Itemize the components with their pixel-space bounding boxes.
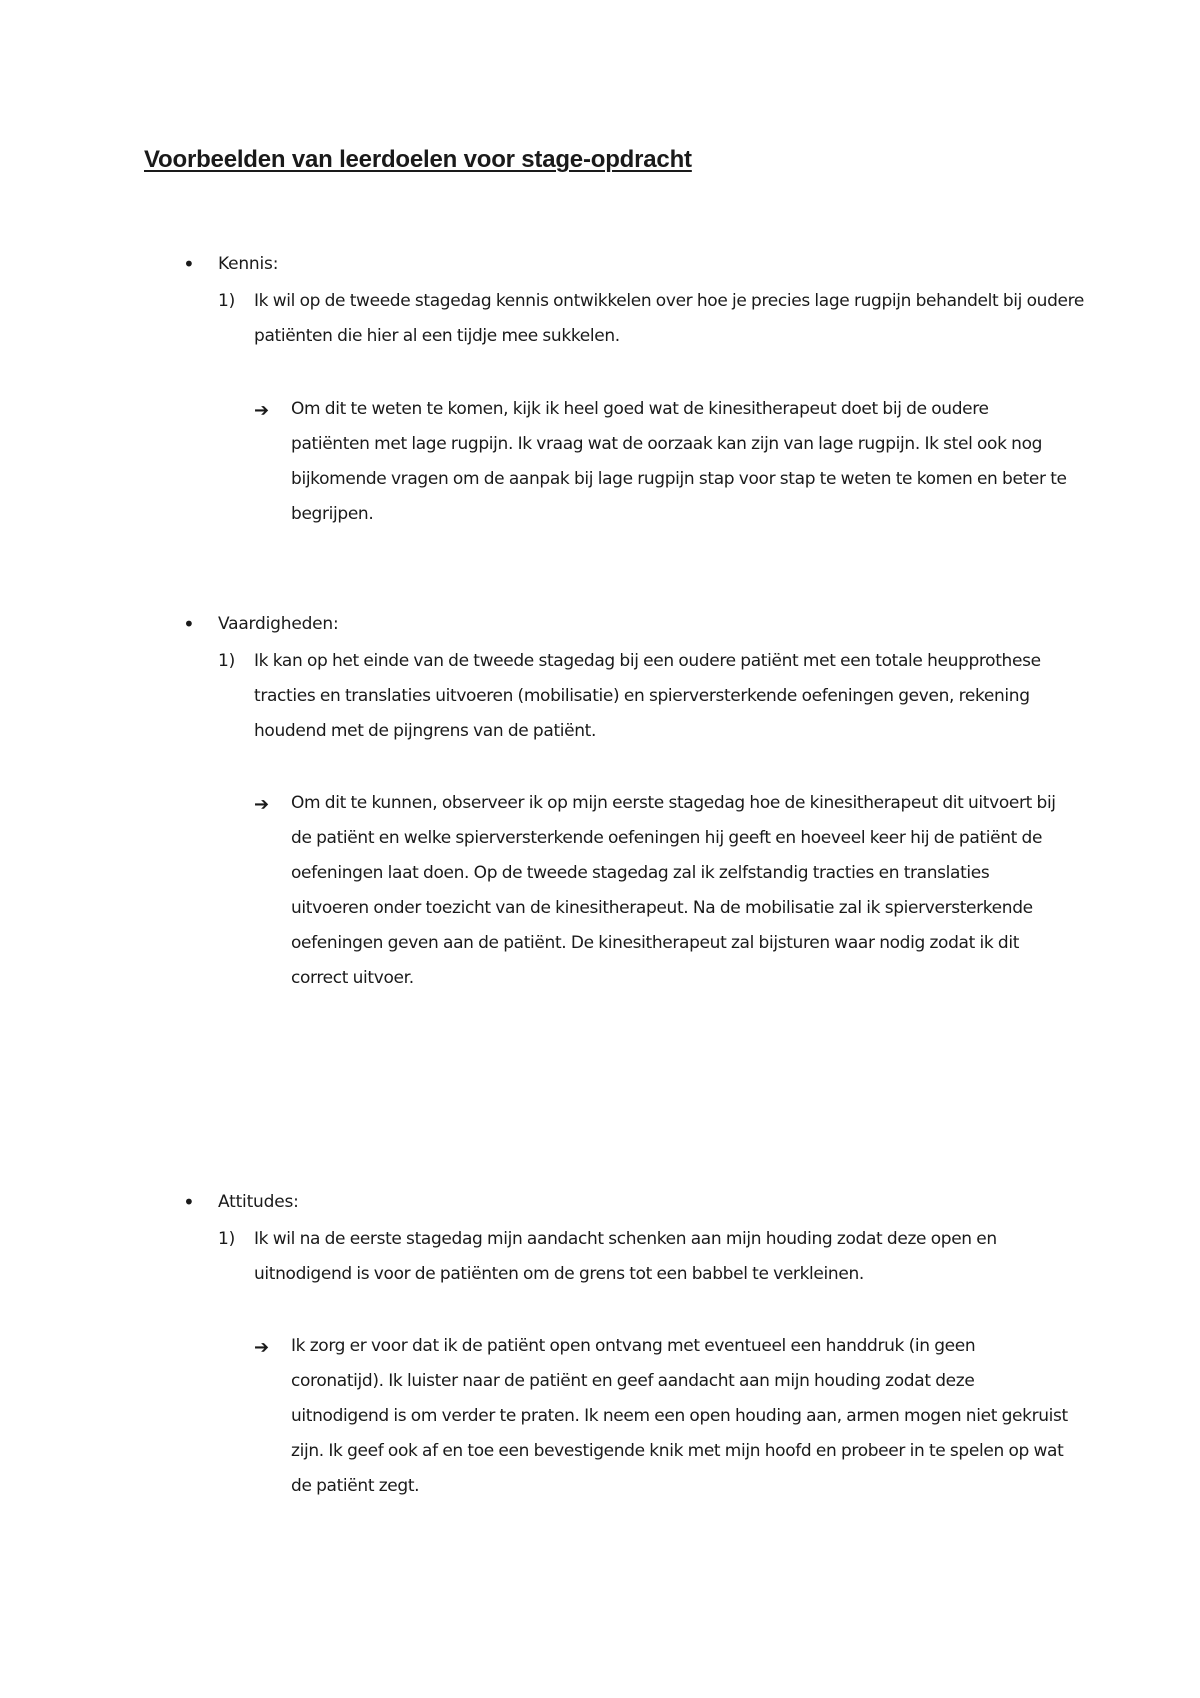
goal-text: Ik wil na de eerste stagedag mijn aandacht schenken aan mijn houding zodat deze open en uitnodigend is voor de patiënten om de grens tot een babbel te verkleinen. (254, 1229, 997, 1284)
section-label: Attitudes: (218, 1192, 299, 1212)
arrow-right-icon: ➔ (254, 794, 270, 815)
section-label: Kennis: (218, 254, 279, 274)
bullet-icon: • (183, 1190, 195, 1214)
goal-text: Ik wil op de tweede stagedag kennis ontwikkelen over hoe je precies lage rugpijn behandelt bij oudere patiënten die hier al een tijdje mee sukkelen. (254, 291, 1085, 346)
action-text: Om dit te kunnen, observeer ik op mijn eerste stagedag hoe de kinesitherapeut dit uitvoert bij de patiënt en welke spierversterkende oefeningen hij geeft en hoeveel keer hij de patiënt de oefeningen laat doen. Op de tweede stagedag zal ik zelfstandig tracties en translaties uitvoeren onder toezicht van de kinesitherapeut. Na de mobilisatie zal ik spierversterkende oefeningen geven aan de patiënt. De kinesitherapeut zal bijsturen waar nodig zodat ik dit correct uitvoer. (291, 793, 1056, 988)
bullet-icon: • (183, 612, 195, 636)
page-title: Voorbeelden van leerdoelen voor stage-opdracht (144, 146, 692, 173)
goal-number: 1) (218, 291, 236, 311)
section-label: Vaardigheden: (218, 614, 339, 634)
action-text: Ik zorg er voor dat ik de patiënt open ontvang met eventueel een handdruk (in geen coronatijd). Ik luister naar de patiënt en geef aandacht aan mijn houding zodat deze uitnodigend is om verder te praten. Ik neem een open houding aan, armen mogen niet gekruist zijn. Ik geef ook af en toe een bevestigende knik met mijn hoofd en probeer in te spelen op wat de patiënt zegt. (291, 1336, 1068, 1496)
arrow-right-icon: ➔ (254, 1337, 270, 1358)
action-text: Om dit te weten te komen, kijk ik heel goed wat de kinesitherapeut doet bij de oudere patiënten met lage rugpijn. Ik vraag wat de oorzaak kan zijn van lage rugpijn. Ik stel ook nog bijkomende vragen om de aanpak bij lage rugpijn stap voor stap te weten te komen en beter te begrijpen. (291, 399, 1067, 524)
goal-text: Ik kan op het einde van de tweede stagedag bij een oudere patiënt met een totale heupprothese tracties en translaties uitvoeren (mobilisatie) en spierversterkende oefeningen geven, rekening houdend met de pijngrens van de patiënt. (254, 651, 1041, 741)
goal-number: 1) (218, 651, 236, 671)
bullet-icon: • (183, 252, 195, 276)
arrow-right-icon: ➔ (254, 400, 270, 421)
goal-number: 1) (218, 1229, 236, 1249)
